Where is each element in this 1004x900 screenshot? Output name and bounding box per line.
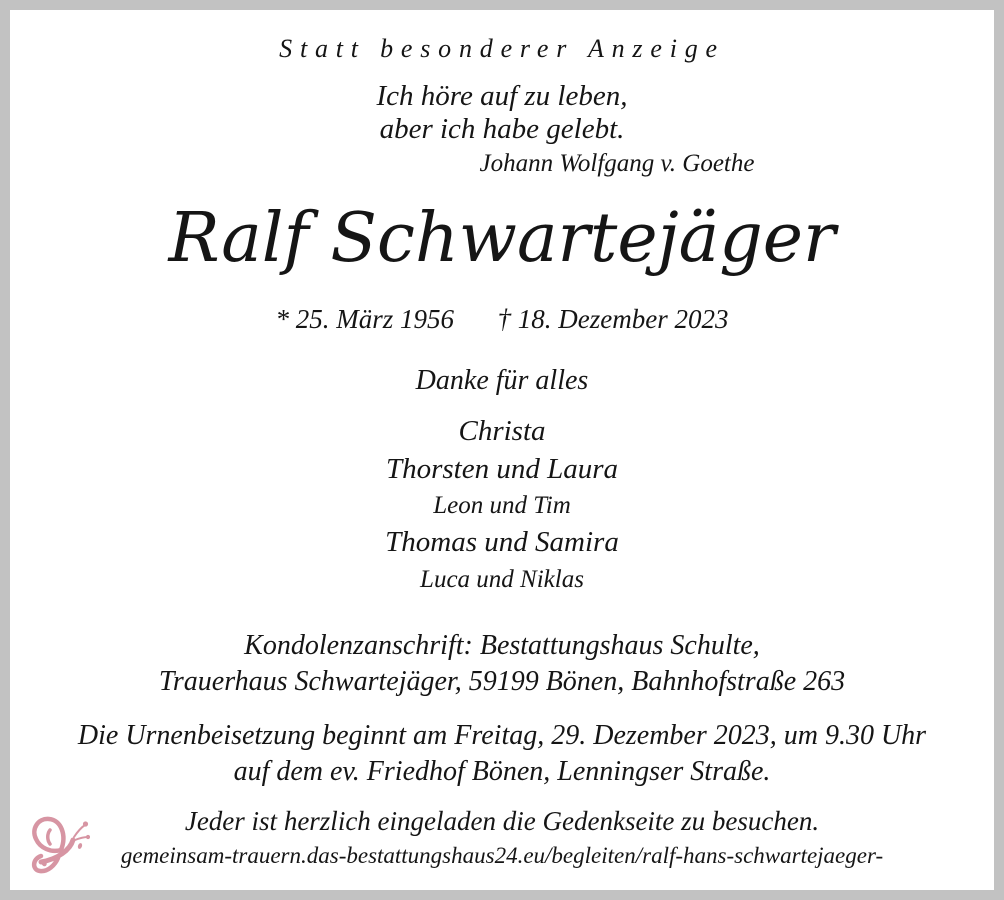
memorial-url: gemeinsam-trauern.das-bestattungshaus24.eu/begleiten/ralf-hans-schwartejaeger- (120, 843, 884, 869)
mourner-luca-niklas: Luca und Niklas (420, 566, 584, 594)
birth-date: * 25. März 1956 (275, 303, 455, 334)
condolence-line-1: Kondolenzanschrift: Bestattungshaus Schulte, (244, 630, 760, 662)
mourner-christa: Christa (458, 415, 546, 448)
deceased-name: Ralf Schwartejäger (168, 199, 836, 279)
memorial-invite: Jeder ist herzlich eingeladen die Gedenkseite zu besuchen. (184, 806, 820, 837)
mourner-leon-tim: Leon und Tim (433, 492, 571, 520)
burial-line-2: auf dem ev. Friedhof Bönen, Lenningser Straße. (233, 756, 771, 788)
quote-line-2: aber ich habe gelebt. (379, 113, 625, 146)
quote-line-1: Ich höre auf zu leben, (376, 79, 628, 112)
death-date: † 18. Dezember 2023 (497, 303, 729, 334)
mourner-thorsten-laura: Thorsten und Laura (385, 452, 619, 485)
burial-line-1: Die Urnenbeisetzung beginnt am Freitag, 29. Dezember 2023, um 9.30 Uhr (77, 720, 927, 752)
obituary-content (10, 32, 994, 871)
mourner-thomas-samira: Thomas und Samira (385, 526, 619, 559)
notice-header: Statt besonderer Anzeige (279, 34, 725, 63)
thanks-line: Danke für alles (415, 364, 589, 396)
condolence-line-2: Trauerhaus Schwartejäger, 59199 Bönen, Bahnhofstraße 263 (158, 666, 846, 698)
life-dates (10, 302, 994, 337)
quote-attribution: Johann Wolfgang v. Goethe (479, 150, 755, 178)
butterfly-icon (28, 813, 90, 883)
